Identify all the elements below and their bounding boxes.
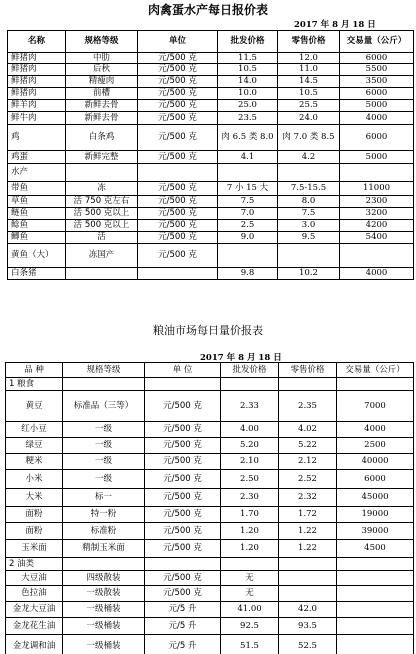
- name-cell: 鲜猪肉: [8, 88, 66, 100]
- wholesale-cell: 2.30: [221, 489, 279, 507]
- retail-cell: 5.22: [279, 438, 337, 454]
- retail-cell: 4.02: [279, 422, 337, 438]
- volume-cell: 2500: [337, 438, 414, 454]
- volume-cell: 5500: [340, 64, 414, 76]
- name-cell: 鲜猪肉: [8, 53, 66, 64]
- volume-cell: [337, 635, 414, 654]
- wholesale-cell: 9.0: [218, 232, 278, 244]
- spec-cell: 标准品（三等）: [63, 391, 145, 422]
- section-grain: [6, 378, 414, 391]
- spec-cell: 标准粉: [63, 523, 145, 540]
- table1-header-unit-cell: 单位: [138, 31, 218, 53]
- unit-cell: 元/500 克: [138, 151, 218, 164]
- spec-cell: 活 500 克以上: [66, 220, 138, 232]
- name-cell: 鲢鱼: [8, 208, 66, 220]
- spec-cell: 冻国产: [66, 244, 138, 268]
- unit-cell: 元/500 克: [138, 76, 218, 88]
- unit-cell: [138, 164, 218, 182]
- volume-cell: 39000: [337, 523, 414, 540]
- table-row: [6, 602, 414, 618]
- table-row: [8, 232, 414, 244]
- wholesale-cell: 无: [221, 571, 279, 586]
- variety-cell: 金龙大豆油: [6, 602, 63, 618]
- name-cell: 鲫鱼: [8, 232, 66, 244]
- variety-cell: 红小豆: [6, 422, 63, 438]
- retail-cell: 2.12: [279, 454, 337, 470]
- wholesale-cell: 41.00: [221, 602, 279, 618]
- unit-cell: 元/500 克: [145, 454, 221, 470]
- variety-cell: 小米: [6, 470, 63, 489]
- unit-cell: 元/500 克: [145, 571, 221, 586]
- name-cell: 鲜猪肉: [8, 64, 66, 76]
- table-row: [6, 540, 414, 558]
- volume-cell: 4000: [340, 268, 414, 280]
- name-cell: 带鱼: [8, 182, 66, 196]
- table-row: [6, 507, 414, 523]
- volume-cell: [337, 586, 414, 602]
- table-row: [6, 523, 414, 540]
- section-grain-label: 1 粮食: [6, 378, 63, 391]
- volume-cell: 6000: [340, 53, 414, 64]
- unit-cell: 元/500 克: [145, 507, 221, 523]
- retail-cell: [278, 164, 340, 182]
- retail-cell: 42.0: [279, 602, 337, 618]
- spec-cell: 新鲜去骨: [66, 112, 138, 125]
- table1-header-retail-cell: 零售价格: [278, 31, 340, 53]
- name-cell: 鸡蛋: [8, 151, 66, 164]
- wholesale-cell: 10.0: [218, 88, 278, 100]
- retail-cell: 24.0: [278, 112, 340, 125]
- section-oil: [6, 558, 414, 571]
- volume-cell: 6000: [340, 88, 414, 100]
- table-row: [8, 64, 414, 76]
- volume-cell: [337, 602, 414, 618]
- spec-cell: 标一: [63, 489, 145, 507]
- table2-header-unit-cell: 单 位: [145, 363, 221, 378]
- unit-cell: 元/500 克: [145, 470, 221, 489]
- retail-cell: 2.32: [279, 489, 337, 507]
- wholesale-cell: 4.00: [221, 422, 279, 438]
- retail-cell: 肉 7.0 类 8.5: [278, 125, 340, 151]
- retail-cell: [278, 244, 340, 268]
- retail-cell: 14.5: [278, 76, 340, 88]
- table2-header-variety-cell: 品 种: [6, 363, 63, 378]
- wholesale-cell: 14.0: [218, 76, 278, 88]
- retail-cell: 52.5: [279, 635, 337, 654]
- table-row: [6, 586, 414, 602]
- empty-cell: [63, 558, 145, 571]
- wholesale-cell: 2.10: [221, 454, 279, 470]
- name-cell: 水产: [8, 164, 66, 182]
- volume-cell: 11000: [340, 182, 414, 196]
- retail-cell: 1.22: [279, 540, 337, 558]
- wholesale-cell: 2.50: [221, 470, 279, 489]
- volume-cell: 4200: [340, 220, 414, 232]
- table-row: [8, 76, 414, 88]
- wholesale-cell: 5.20: [221, 438, 279, 454]
- table-row: [6, 470, 414, 489]
- wholesale-cell: 7.0: [218, 208, 278, 220]
- table-row: [6, 454, 414, 470]
- spec-cell: 四级散装: [63, 571, 145, 586]
- spec-cell: 一级桶装: [63, 602, 145, 618]
- spec-cell: [66, 164, 138, 182]
- empty-cell: [279, 378, 337, 391]
- table-row: [8, 196, 414, 208]
- wholesale-cell: 1.20: [221, 523, 279, 540]
- variety-cell: 绿豆: [6, 438, 63, 454]
- table2-header-retail-cell: 零售价格: [279, 363, 337, 378]
- wholesale-cell: 无: [221, 586, 279, 602]
- volume-cell: 5000: [340, 151, 414, 164]
- spec-cell: 一级桶装: [63, 618, 145, 635]
- variety-cell: 大米: [6, 489, 63, 507]
- name-cell: 草鱼: [8, 196, 66, 208]
- table2-header-spec-cell: 规格等级: [63, 363, 145, 378]
- variety-cell: 色拉油: [6, 586, 63, 602]
- unit-cell: 元/500 克: [145, 540, 221, 558]
- wholesale-cell: 肉 6.5 类 8.0: [218, 125, 278, 151]
- retail-cell: 9.5: [278, 232, 340, 244]
- retail-cell: 10.5: [278, 88, 340, 100]
- retail-cell: 11.0: [278, 64, 340, 76]
- empty-cell: [145, 378, 221, 391]
- table-row: [8, 182, 414, 196]
- unit-cell: 元/500 克: [145, 422, 221, 438]
- wholesale-cell: 1.20: [221, 540, 279, 558]
- retail-cell: 1.22: [279, 523, 337, 540]
- name-cell: 鲜羊肉: [8, 100, 66, 112]
- unit-cell: 元/5 升: [145, 602, 221, 618]
- table1-date: 2017 年 8 月 18 日: [294, 20, 376, 30]
- name-cell: 鲜猪肉: [8, 76, 66, 88]
- wholesale-cell: 92.5: [221, 618, 279, 635]
- retail-cell: 10.2: [278, 268, 340, 280]
- meat-price-table: [7, 30, 414, 280]
- retail-cell: 2.52: [279, 470, 337, 489]
- volume-cell: 5400: [340, 232, 414, 244]
- unit-cell: 元/500 克: [145, 391, 221, 422]
- retail-cell: 12.0: [278, 53, 340, 64]
- unit-cell: 元/500 克: [145, 586, 221, 602]
- table1-title: 肉禽蛋水产每日报价表: [147, 3, 268, 17]
- table-row: [8, 112, 414, 125]
- table-row: [6, 422, 414, 438]
- wholesale-cell: 2.33: [221, 391, 279, 422]
- unit-cell: 元/500 克: [138, 88, 218, 100]
- grain-oil-price-table: [5, 362, 414, 654]
- unit-cell: 元/500 克: [138, 64, 218, 76]
- volume-cell: 6000: [340, 125, 414, 151]
- unit-cell: 元/500 克: [138, 196, 218, 208]
- table-row: [6, 391, 414, 422]
- table-row: [6, 489, 414, 507]
- spec-cell: 活 750 克左右: [66, 196, 138, 208]
- unit-cell: 元/500 克: [138, 208, 218, 220]
- unit-cell: 元/5 升: [145, 635, 221, 654]
- variety-cell: 粳米: [6, 454, 63, 470]
- variety-cell: 大豆油: [6, 571, 63, 586]
- table2-header-volume-cell: 交易量（公斤）: [337, 363, 414, 378]
- wholesale-cell: [218, 244, 278, 268]
- unit-cell: 元/500 克: [138, 53, 218, 64]
- retail-cell: 3.0: [278, 220, 340, 232]
- table2-header-wholesale-cell: 批发价格: [221, 363, 279, 378]
- empty-cell: [145, 558, 221, 571]
- spec-cell: 一级散装: [63, 586, 145, 602]
- volume-cell: [340, 164, 414, 182]
- spec-cell: 新鲜去骨: [66, 100, 138, 112]
- volume-cell: 3500: [340, 76, 414, 88]
- unit-cell: [138, 268, 218, 280]
- retail-cell: 1.72: [279, 507, 337, 523]
- retail-cell: [279, 586, 337, 602]
- variety-cell: 黄豆: [6, 391, 63, 422]
- spec-cell: 后秋: [66, 64, 138, 76]
- unit-cell: 元/500 克: [138, 100, 218, 112]
- wholesale-cell: 25.0: [218, 100, 278, 112]
- volume-cell: [340, 244, 414, 268]
- table1-header-name-cell: 名称: [8, 31, 66, 53]
- name-cell: 鸡: [8, 125, 66, 151]
- empty-cell: [337, 558, 414, 571]
- table-row: [8, 151, 414, 164]
- spec-cell: 冻: [66, 182, 138, 196]
- volume-cell: 45000: [337, 489, 414, 507]
- spec-cell: 一级: [63, 422, 145, 438]
- retail-cell: [279, 571, 337, 586]
- volume-cell: 6000: [337, 470, 414, 489]
- table2-date: 2017 年 8 月 18 日: [200, 353, 282, 363]
- unit-cell: 元/500 克: [138, 112, 218, 125]
- variety-cell: 玉米面: [6, 540, 63, 558]
- retail-cell: 93.5: [279, 618, 337, 635]
- volume-cell: [337, 571, 414, 586]
- retail-cell: 4.2: [278, 151, 340, 164]
- table-row: [8, 220, 414, 232]
- table-row: [6, 635, 414, 654]
- wholesale-cell: 7.5: [218, 196, 278, 208]
- unit-cell: 元/500 克: [138, 220, 218, 232]
- spec-cell: 特一粉: [63, 507, 145, 523]
- spec-cell: 前槽: [66, 88, 138, 100]
- wholesale-cell: 10.5: [218, 64, 278, 76]
- table1-header-row: [8, 31, 414, 53]
- retail-cell: 7.5: [278, 208, 340, 220]
- table2-header-row: [6, 363, 414, 378]
- section-oil-label: 2 油类: [6, 558, 63, 571]
- retail-cell: 2.35: [279, 391, 337, 422]
- unit-cell: 元/500 克: [138, 232, 218, 244]
- table-row: [8, 244, 414, 268]
- unit-cell: 元/500 克: [138, 125, 218, 151]
- spec-cell: 中肋: [66, 53, 138, 64]
- spec-cell: 精制玉米面: [63, 540, 145, 558]
- variety-cell: 面粉: [6, 523, 63, 540]
- retail-cell: 25.5: [278, 100, 340, 112]
- spec-cell: 活: [66, 232, 138, 244]
- name-cell: 鲶鱼: [8, 220, 66, 232]
- unit-cell: 元/500 克: [145, 489, 221, 507]
- variety-cell: 金龙调和油: [6, 635, 63, 654]
- table2-title: 粮油市场每日量价报表: [153, 324, 263, 337]
- volume-cell: 7000: [337, 391, 414, 422]
- table1-header-spec-cell: 规格等级: [66, 31, 138, 53]
- wholesale-cell: 51.5: [221, 635, 279, 654]
- wholesale-cell: 11.5: [218, 53, 278, 64]
- table-row: [8, 53, 414, 64]
- table-row: [8, 164, 414, 182]
- name-cell: 白条猪: [8, 268, 66, 280]
- volume-cell: 4500: [337, 540, 414, 558]
- volume-cell: 4000: [340, 112, 414, 125]
- table-row: [8, 88, 414, 100]
- unit-cell: 元/500 克: [145, 523, 221, 540]
- empty-cell: [221, 558, 279, 571]
- table-row: [6, 438, 414, 454]
- table-row: [8, 208, 414, 220]
- variety-cell: 金龙花生油: [6, 618, 63, 635]
- retail-cell: 8.0: [278, 196, 340, 208]
- volume-cell: 19000: [337, 507, 414, 523]
- empty-cell: [221, 378, 279, 391]
- name-cell: 鲜牛肉: [8, 112, 66, 125]
- volume-cell: 40000: [337, 454, 414, 470]
- variety-cell: 面粉: [6, 507, 63, 523]
- unit-cell: 元/500 克: [145, 438, 221, 454]
- empty-cell: [279, 558, 337, 571]
- unit-cell: 元/500 克: [138, 244, 218, 268]
- table-row: [8, 100, 414, 112]
- wholesale-cell: 2.5: [218, 220, 278, 232]
- table1-header-volume-cell: 交易量（公斤）: [340, 31, 414, 53]
- spec-cell: 白条鸡: [66, 125, 138, 151]
- spec-cell: 一级: [63, 438, 145, 454]
- table-row: [6, 571, 414, 586]
- spec-cell: 新鲜完整: [66, 151, 138, 164]
- wholesale-cell: 1.70: [221, 507, 279, 523]
- empty-cell: [63, 378, 145, 391]
- table-row: [8, 125, 414, 151]
- retail-cell: 7.5-15.5: [278, 182, 340, 196]
- table-row: [8, 268, 414, 280]
- spec-cell: 活 500 克以上: [66, 208, 138, 220]
- volume-cell: [337, 618, 414, 635]
- spec-cell: 精瘦肉: [66, 76, 138, 88]
- wholesale-cell: 23.5: [218, 112, 278, 125]
- spec-cell: 一级: [63, 470, 145, 489]
- unit-cell: 元/500 克: [138, 182, 218, 196]
- wholesale-cell: 9.8: [218, 268, 278, 280]
- empty-cell: [337, 378, 414, 391]
- wholesale-cell: 7 小 15 大: [218, 182, 278, 196]
- unit-cell: 元/5 升: [145, 618, 221, 635]
- spec-cell: 一级桶装: [63, 635, 145, 654]
- table1-header-wholesale-cell: 批发价格: [218, 31, 278, 53]
- wholesale-cell: 4.1: [218, 151, 278, 164]
- name-cell: 黄鱼（大）: [8, 244, 66, 268]
- wholesale-cell: [218, 164, 278, 182]
- volume-cell: 4000: [337, 422, 414, 438]
- volume-cell: 5000: [340, 100, 414, 112]
- spec-cell: 一级: [63, 454, 145, 470]
- volume-cell: 2300: [340, 196, 414, 208]
- spec-cell: [66, 268, 138, 280]
- table-row: [6, 618, 414, 635]
- volume-cell: 3200: [340, 208, 414, 220]
